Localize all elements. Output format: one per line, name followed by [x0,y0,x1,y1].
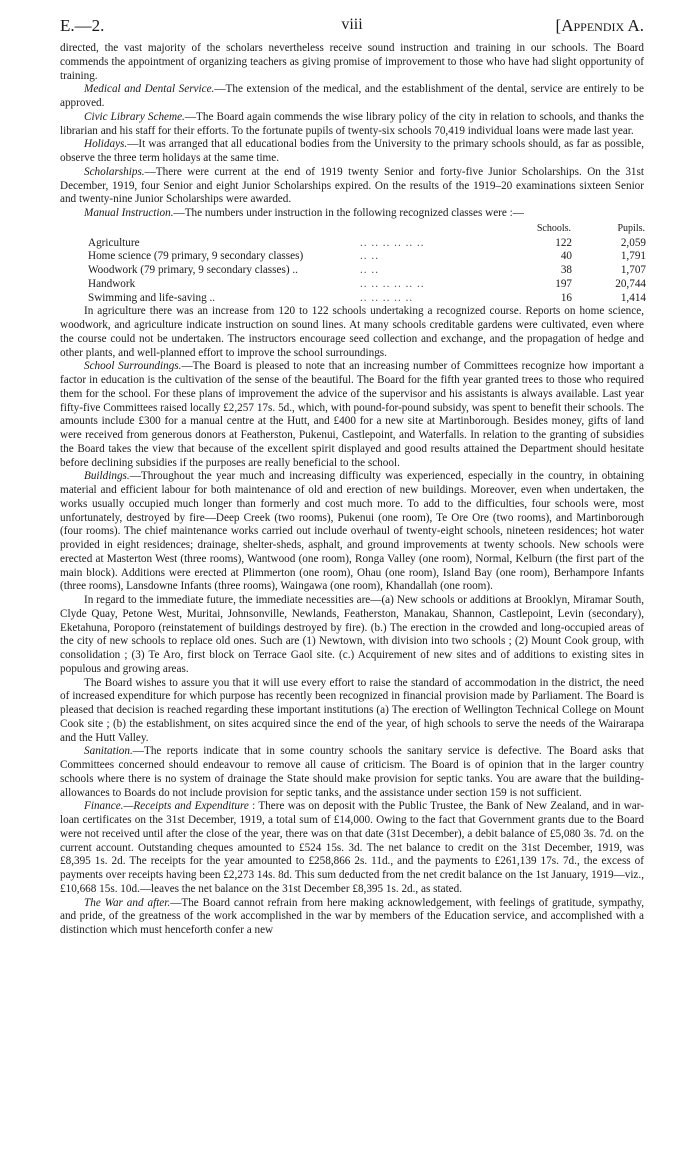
pupils-count: 1,414 [620,291,646,304]
paragraph-text: —It was arranged that all educational bodies from the University to the primary schools should, as far as possible, observe the three term holidays at the same time. [60,138,644,164]
paragraph-text: —The numbers under instruction in the following recognized classes were :— [173,207,524,219]
paragraph-text: The Board wishes to assure you that it will use every effort to raise the standard of accommodation in the district, the need of increased expenditure for which purpose has recently been recognized in financial provision made by Parliament. The Board is pleased that decision is reached regarding these important institutions (a) The erection of Wellington Technical College on Mount Cook site ; (b) the establishment, on sites acquired since the end of the year, of high schools to serve the needs of the Wairarapa and the Hutt Valley. [60,676,644,744]
manual-instruction-table [60,221,646,306]
paragraph-text: —The reports indicate that in some country schools the sanitary service is defective. The Board asks that Committees concerned should endeavour to remove all cause of criticism. The Board is of opinion that in the larger country schools where there is no system of drainage the State should make provision for septic tanks. You are aware that the building-allowances to Boards do not include provision for septic tanks, and the assistance under section 159 is not sufficient. [60,745,644,799]
paragraph [60,305,644,360]
table-row [60,264,646,278]
pupils-count: 1,707 [620,264,646,276]
table-row [60,292,646,306]
paragraph-text: directed, the vast majority of the scholars nevertheless receive sound instruction and training in our schools. The Board commends the appointment of organizing teachers as giving promise of improvement to those who have had slight opportunity of training. [60,42,644,82]
paragraph [60,42,644,83]
leader-dots: .. .. .. .. .. .. [360,277,425,290]
paragraph [60,897,644,938]
class-name: Agriculture [88,236,140,249]
paragraph-heading: Scholarships. [84,165,145,178]
paragraph-heading: Holidays. [84,138,128,151]
pupils-count: 20,744 [615,277,646,290]
table-header-row [60,221,646,237]
paragraph-text: —The Board again commends the wise library policy of the city in relation to schools, and thanks the librarian and his staff for their efforts. To the fortunate pupils of twenty-six schools 70,419 individual loans were made last year. [60,110,644,137]
paragraph-text: —The Board is pleased to note that an increasing number of Committees recognize how important a factor in education is the cultivation of the sense of the beautiful. The Board for the fifth year granted trees to those who required them for the school. For these plans of improvement the advice of the supervisor and his assistants is always available. Last year fifty-five Committees raised locally £2,257 17s. 5d., which, with pound-for-pound subsidy, was spent to benefit their schools. The amounts include £300 for a manual centre at the Hutt, and £400 for a new site at Martinborough. Besides money, gifts of land were received from generous donors at Featherston, Pukenui, Castlepoint, and Waterfalls. In relation to the granting of subsidies the Board takes the view that because of the excellent spirit displayed and good results attained the Department should hesitate before declining subsidies if the purposes are really beneficial to the school. [60,360,645,469]
paragraph-heading: Finance.—Receipts and Expenditure [84,800,249,813]
header-appendix: [Appendix A. [555,16,644,35]
leader-dots: .. .. [360,250,379,263]
schools-count: 38 [560,264,572,276]
paragraph-text: In regard to the immediate future, the immediate necessities are—(a) New schools or additions at Brooklyn, Miramar South, Clyde Quay, Petone West, Muritai, Johnsonville, Newlands, Featherston, Manakau, Shannon, Castlepoint, Levin (secondary), Eketahuna, Poroporo (reinstatement of buildings destroyed by fire). (b.) The erection in the crowded and long-occupied areas of the city of new schools to replace old ones. Such are (1) Newtown, with division into two schools ; (2) Mount Cook group, with consolidation ; (3) Te Aro, first block on Terrace Gaol site. (c.) Acquirement of new sites and of additions to existing sites in populous and growing areas. [60,594,644,675]
paragraph [60,207,644,221]
column-header-pupils: Pupils. [617,222,645,234]
paragraph-heading: The War and after. [84,896,171,909]
paragraph-text: In agriculture there was an increase from 120 to 122 schools undertaking a recognized course. Reports on home science, woodwork, and agriculture indicate instruction on sound lines. At many schools creditable gardens were cultivated, even where the course could not be undertaken. The instructors encourage seed collection and exchange, and the propagation of hedge and other plants, and well-planned effort to improve the school surroundings. [60,305,644,359]
paragraph-heading: School Surroundings. [84,360,182,373]
paragraph-text: : There was on deposit with the Public Trustee, the Bank of New Zealand, and in war-loan certificates on the 31st December, 1919, a total sum of £14,000. Owing to the fact that Government grants due to the Board were not received until after the close of the year, there was on that date (31st December), a debit balance of £5,080 3s. 7d. on the current account. Outstanding cheques amounted to £524 15s. 3d. The net balance to credit on the 31st December, 1919, was £8,395 1s. 2d. The receipts for the year amounted to £258,866 2s. 11d., and the payments to £261,139 17s. 7d., the excess of payments over receipts having been £2,273 14s. 8d. This sum deducted from the net credit balance on the 1st January, 1919—viz., £10,668 15s. 10d.—leaves the net balance on the 31st December £8,395 1s. 2d., as stated. [60,800,644,895]
page-header [60,10,644,42]
column-header-schools: Schools. [536,222,571,234]
paragraph-text: —Throughout the year much and increasing difficulty was experienced, especially in the country, in obtaining material and efficient labour for both maintenance of old and erection of new buildings. Moreover, even when undertaken, the works usually occupied much longer than formerly and cost much more. To add to the difficulties, four schools were, most unfortunately, destroyed by fire—Deep Creek (two rooms), Pukenui (one room), Te Ore Ore (two rooms), and Martinborough (four rooms). The chief maintenance works carried out include overhaul of twenty-eight schools, nineteen residences; hot water provided in eight residences; drainage, shelter-sheds, asphalt, and ground improvements at twenty schools. New schools were erected at Masterton West (three rooms), Wantwood (one room), Ronga Valley (one room), Normal, Kelburn (the first part of the main block). Additions were erected at Plimmerton (one room), Ohau (one room), Island Bay (one room), Berhampore Infants (three rooms), Lansdowne Infants (three rooms), Waingawa (one room), Khandallah (one room). [60,470,644,593]
paragraph [60,138,644,166]
table-row [60,278,646,292]
paragraph [60,677,644,746]
paragraph-heading: Civic Library Scheme. [84,110,185,123]
leader-dots: .. .. [360,264,379,276]
pupils-count: 2,059 [620,236,646,249]
schools-count: 40 [560,250,572,263]
class-name: Woodwork (79 primary, 9 secondary classes) .. [88,264,298,276]
pupils-count: 1,791 [620,250,646,263]
class-name: Handwork [88,277,136,290]
paragraph [60,470,644,594]
table-row [60,237,646,251]
paragraph-heading: Buildings. [84,470,130,483]
table-row [60,250,646,264]
paragraph [60,166,644,207]
schools-count: 197 [555,277,572,290]
leader-dots: .. .. .. .. .. [360,291,414,304]
header-left-ref: E.—2. [60,16,105,35]
page-number: viii [341,16,363,33]
paragraph-text: —The extension of the medical, and the establishment of the dental, service are entirely to be approved. [60,83,644,109]
paragraph [60,360,644,470]
paragraph [60,111,644,139]
paragraph [60,745,644,800]
leader-dots: .. .. .. .. .. .. [360,236,425,249]
schools-count: 122 [555,236,572,249]
paragraph-text: —There were current at the end of 1919 twenty Senior and forty-five Junior Scholarships. On the 31st December, 1919, four Senior and eight Junior Scholarships expired. On the results of the 1919–20 examinations sixteen Senior and twenty-nine Junior Scholarships were awarded. [60,165,644,206]
paragraph [60,594,644,677]
paragraph [60,800,644,896]
paragraph-heading: Medical and Dental Service. [84,83,215,96]
paragraph-heading: Sanitation. [84,745,133,758]
document-body [60,42,644,938]
class-name: Home science (79 primary, 9 secondary classes) [88,250,304,263]
paragraph-text: —The Board cannot refrain from here making acknowledgement, with feelings of gratitude, sympathy, and pride, of the greatness of the work accomplished in the war by members of the Education service, and accomplished with a distinction which must henceforth confer a new [60,896,644,936]
schools-count: 16 [560,291,572,304]
class-name: Swimming and life-saving .. [88,291,216,304]
paragraph [60,83,644,111]
paragraph-heading: Manual Instruction. [84,207,174,219]
